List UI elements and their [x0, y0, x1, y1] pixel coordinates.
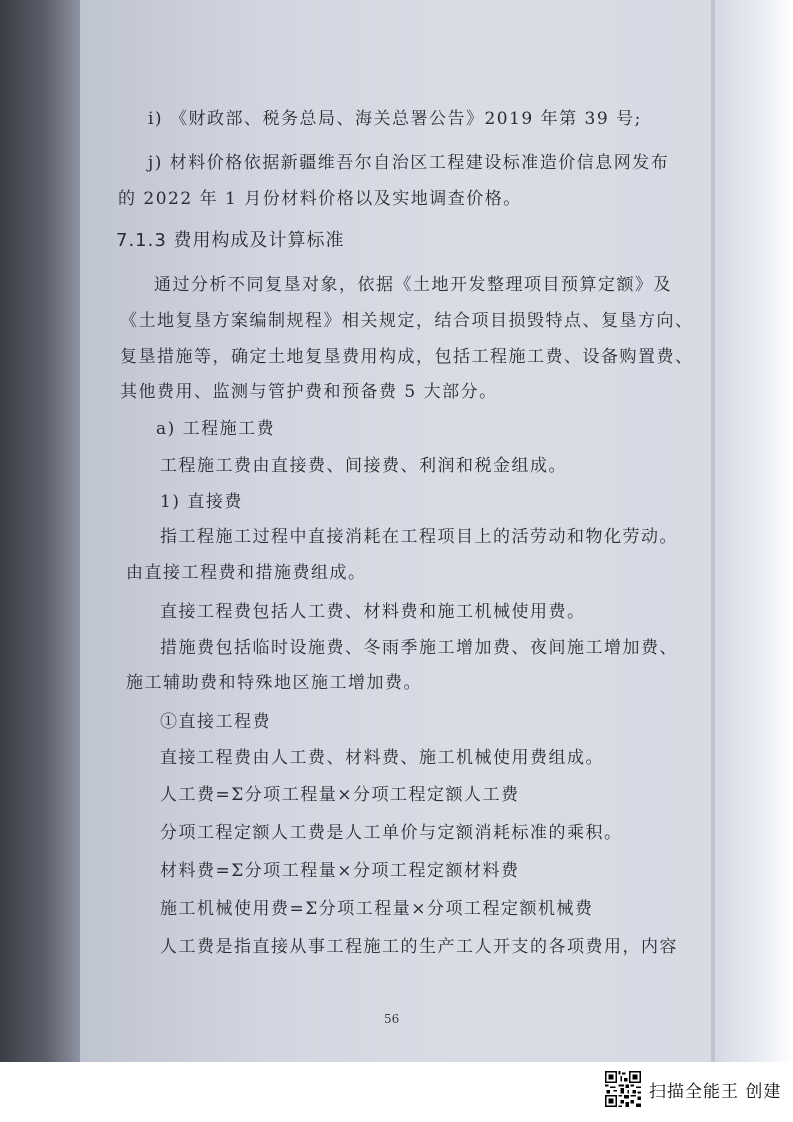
subheading-1: 1) 直接费	[160, 492, 243, 512]
page-number: 56	[384, 1012, 400, 1026]
scan-left-shadow	[0, 0, 80, 1062]
text-line-d-1: 指工程施工过程中直接消耗在工程项目上的活劳动和物化劳动。	[160, 527, 678, 547]
paragraph-line-4: 其他费用、监测与管护费和预备费 5 大部分。	[120, 382, 498, 402]
scan-right-margin	[711, 0, 793, 1062]
text-line-d-4: 措施费包括临时设施费、冬雨季施工增加费、夜间施工增加费、	[160, 638, 678, 658]
text-line-f-5: 人工费是指直接从事工程施工的生产工人开支的各项费用，内容	[160, 937, 678, 957]
qr-code-icon	[605, 1071, 641, 1107]
subheading-a: a) 工程施工费	[156, 419, 276, 439]
text-line-d-3: 直接工程费包括人工费、材料费和施工机械使用费。	[160, 602, 586, 622]
text-line-j-2: 的 2022 年 1 月份材料价格以及实地调查价格。	[118, 189, 522, 209]
section-heading-7-1-3: 7.1.3 费用构成及计算标准	[116, 230, 345, 251]
paragraph-line-2: 《土地复垦方案编制规程》相关规定，结合项目损毁特点、复垦方向、	[120, 311, 694, 331]
formula-material-cost: 材料费=Σ分项工程量×分项工程定额材料费	[160, 861, 520, 881]
text-line-d-5: 施工辅助费和特殊地区施工增加费。	[126, 673, 422, 693]
text-line-a-1: 工程施工费由直接费、间接费、利润和税金组成。	[160, 456, 567, 476]
text-line-d-2: 由直接工程费和措施费组成。	[126, 563, 367, 583]
text-line-e-1: 直接工程费由人工费、材料费、施工机械使用费组成。	[160, 748, 604, 768]
scanner-credit-text: 扫描全能王 创建	[649, 1081, 782, 1102]
formula-labor-cost: 人工费=Σ分项工程量×分项工程定额人工费	[160, 785, 520, 805]
page-edge	[711, 0, 715, 1062]
scanner-watermark	[605, 1068, 781, 1110]
text-line-f-2: 分项工程定额人工费是人工单价与定额消耗标准的乘积。	[160, 823, 623, 843]
text-line-i: i) 《财政部、税务总局、海关总署公告》2019 年第 39 号;	[148, 109, 642, 129]
formula-machinery-cost: 施工机械使用费=Σ分项工程量×分项工程定额机械费	[160, 899, 594, 919]
paragraph-line-1: 通过分析不同复垦对象，依据《土地开发整理项目预算定额》及	[154, 275, 672, 295]
subheading-circled-1: ①直接工程费	[160, 712, 271, 732]
text-line-j-1: j) 材料价格依据新疆维吾尔自治区工程建设标准造价信息网发布	[148, 153, 670, 173]
paragraph-line-3: 复垦措施等，确定土地复垦费用构成，包括工程施工费、设备购置费、	[120, 347, 694, 367]
